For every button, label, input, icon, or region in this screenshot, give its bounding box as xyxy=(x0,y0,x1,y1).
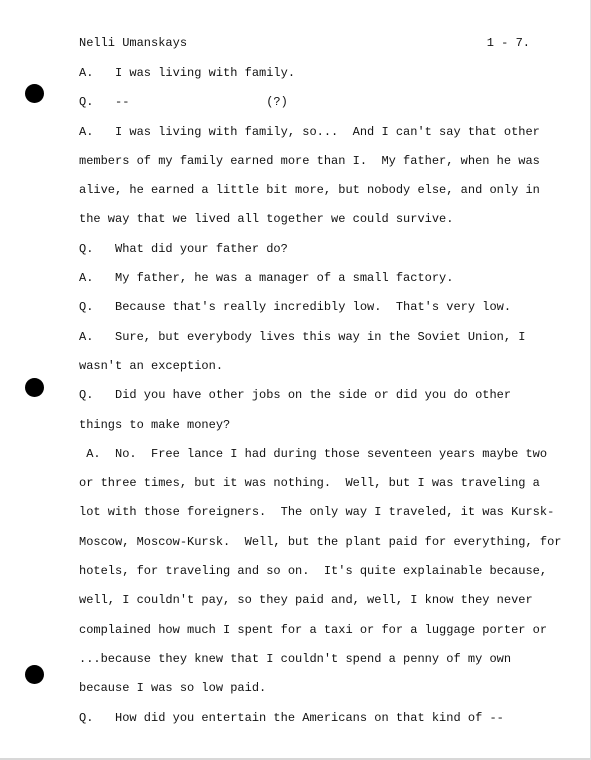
transcript-line: Moscow, Moscow-Kursk. Well, but the plant paid for everything, for xyxy=(79,534,562,549)
transcript-line: ...because they knew that I couldn't spend a penny of my own xyxy=(79,651,512,666)
binder-hole xyxy=(25,665,44,684)
transcript-line: well, I couldn't pay, so they paid and, well, I know they never xyxy=(79,593,533,608)
transcript-line: A. Sure, but everybody lives this way in the Soviet Union, I xyxy=(79,329,526,344)
transcript-line: A. I was living with family, so... And I can't say that other xyxy=(79,124,540,139)
transcript-line: A. My father, he was a manager of a small factory. xyxy=(79,271,454,286)
transcript-line: Q. Because that's really incredibly low. That's very low. xyxy=(79,300,512,315)
page-number: 1 - 7. xyxy=(486,36,530,50)
transcript-line: things to make money? xyxy=(79,417,231,432)
transcript-line: Q. Did you have other jobs on the side or did you do other xyxy=(79,388,512,403)
transcript-line: Q. What did your father do? xyxy=(79,241,288,256)
transcript-line: wasn't an exception. xyxy=(79,358,224,373)
transcript-line: the way that we lived all together we could survive. xyxy=(79,212,454,227)
transcript-line: A. No. Free lance I had during those seventeen years maybe two xyxy=(79,446,548,461)
transcript-line: A. I was living with family. xyxy=(79,66,296,80)
binder-hole xyxy=(25,84,44,103)
transcript-line: or three times, but it was nothing. Well, but I was traveling a xyxy=(79,476,540,491)
transcript-line: Q. How did you entertain the Americans on that kind of -- xyxy=(79,710,504,725)
transcript-line: members of my family earned more than I. My father, when he was xyxy=(79,153,540,168)
transcript-line: Q. -- (?) xyxy=(79,95,288,110)
binder-hole xyxy=(25,378,44,397)
transcript-body xyxy=(79,65,562,739)
transcript-line: complained how much I spent for a taxi or for a luggage porter or xyxy=(79,622,548,637)
transcript-line: lot with those foreigners. The only way I traveled, it was Kursk- xyxy=(79,505,555,520)
transcript-line: because I was so low paid. xyxy=(79,681,267,696)
transcript-line: alive, he earned a little bit more, but nobody else, and only in xyxy=(79,183,540,198)
transcript-line: hotels, for traveling and so on. It's quite explainable because, xyxy=(79,564,548,579)
interviewee-name: Nelli Umanskays xyxy=(79,36,188,50)
